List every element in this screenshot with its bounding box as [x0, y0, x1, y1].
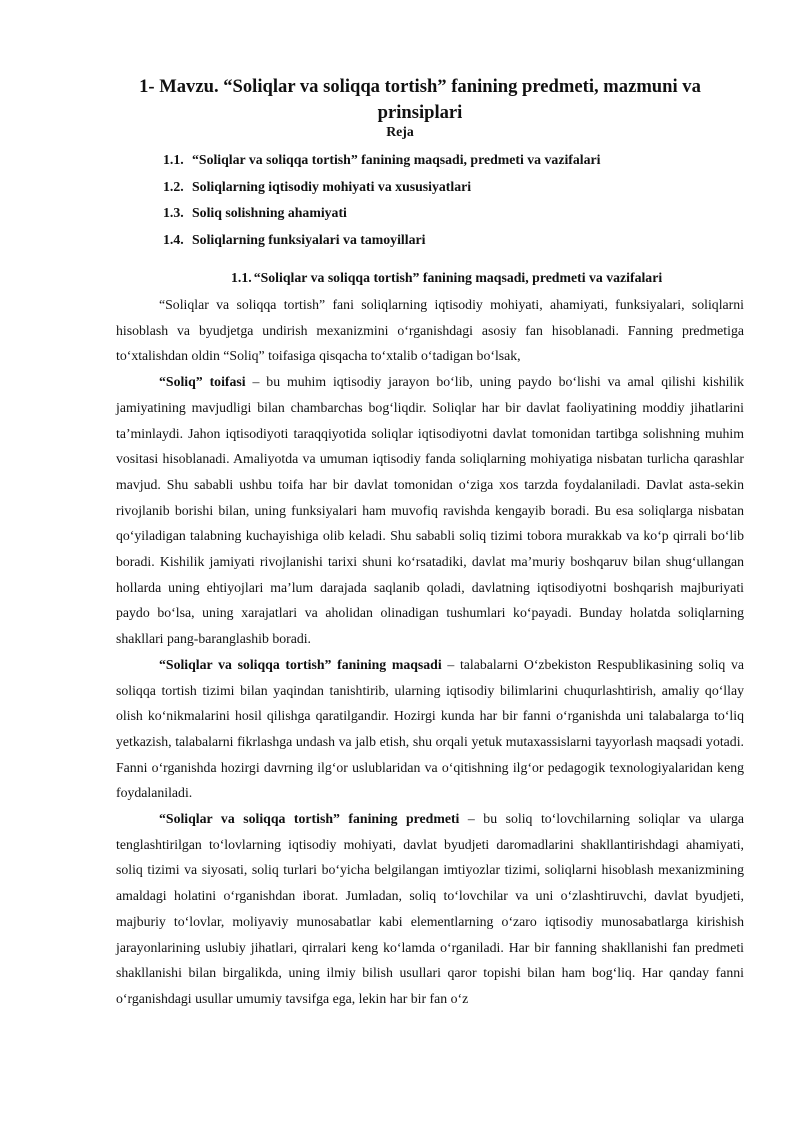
plan-item-text: “Soliqlar va soliqqa tortish” fanining maqsadi, predmeti va vazifalari: [192, 152, 601, 167]
plan-heading: Reja: [386, 124, 414, 139]
plan-item-number: 1.1.: [163, 152, 184, 167]
paragraph-lead-term: “Soliqlar va soliqqa tortish” fanining maqsadi: [159, 656, 442, 672]
plan-item-text: Soliqlarning funksiyalari va tamoyillari: [192, 231, 426, 247]
paragraph-lead-term: “Soliq” toifasi: [159, 374, 246, 390]
plan-item: [163, 177, 723, 204]
plan-item: [163, 150, 723, 177]
section-heading: [231, 270, 662, 286]
plan-list: [163, 150, 723, 256]
plan-item-text: Soliqlarning iqtisodiy mohiyati va xususiyatlari: [192, 178, 472, 194]
paragraph: [116, 369, 744, 652]
page-title: 1- Mavzu. “Soliqlar va soliqqa tortish” fanining predmeti, mazmuni va prinsiplari: [139, 76, 701, 123]
paragraph-lead-term: “Soliqlar va soliqqa tortish” fanining predmeti: [159, 811, 460, 827]
body-text: [116, 292, 744, 1012]
plan-item: [163, 230, 723, 257]
paragraph: [116, 292, 744, 369]
section-number: 1.1.: [231, 270, 252, 285]
paragraph: [116, 806, 744, 1012]
paragraph: [116, 652, 744, 806]
plan-item-number: 1.3.: [163, 205, 184, 221]
plan-item-number: 1.2.: [163, 178, 184, 194]
paragraph-text: – bu soliq to‘lovchilarning soliqlar va ularga tenglashtirilgan to‘lovlarning iqtisodiy mohiyati, davlat byudjeti daromadlarini shakllantirishdagi ahamiyati, soliq tizimi va siyosati, soliq turlari bo‘yicha belgilangan imtiyozlar tizimi, soliqlarni hisoblash mexanizmining amaldagi holatini o‘rganishdan iborat. Jumladan, soliq to‘lovchilar va uni o‘zlashtiruvchi, davlat byudjeti, majburiy to‘lovlar, moliyaviy munosabatlar kabi elementlarning o‘zaro iqtisodiy munosabatlarga kirishish jarayonlarining uslubiy jihatlari, qirralari keng ko‘lamda o‘rganiladi. Har bir fanning shakllanishi fan predmeti shakllanishi bilan birgalikda, uning ilmiy bilish usullari qaror topishi bilan ham bog‘liq. Har qanday fanni o‘rganishdagi usullar umumiy tavsifga ega, lekin har bir fan o‘z: [116, 811, 744, 1006]
plan-item-number: 1.4.: [163, 231, 184, 247]
paragraph-text: – talabalarni O‘zbekiston Respublikasining soliq va soliqqa tortish tizimi bilan yaqindan tanishtirib, ularning iqtisodiy bilimlarini chuqurlashtirish, amaliy qo‘llay olish ko‘nikmalarini hosil qilishga qaratilgandir. Hozirgi kunda har bir fanni o‘rganishda uni talabalarga to‘liq yetkazish, talabalarni fikrlashga undash va jalb etish, shu orqali yetuk mutaxassislarni tayyorlash maqsadi yotadi. Fanni o‘rganishda hozirgi davrning ilg‘or uslublaridan va o‘qitishning ilg‘or pedagogik texnologiyalaridan keng foydalaniladi.: [116, 656, 744, 801]
plan-item: [163, 203, 723, 230]
paragraph-text: “Soliqlar va soliqqa tortish” fani soliqlarning iqtisodiy mohiyati, ahamiyati, funksiyalari, soliqlarni hisoblash va byudjetga undirish mexanizmini o‘rganishdagi asosiy fan hisoblanadi. Fanning predmetiga to‘xtalishdan oldin “Soliq” toifasiga qisqacha to‘xtalib o‘tadigan bo‘lsak,: [116, 297, 744, 364]
plan-item-text: Soliq solishning ahamiyati: [192, 205, 347, 221]
paragraph-text: – bu muhim iqtisodiy jarayon bo‘lib, uning paydo bo‘lishi va amal qilishi kishilik jamiyatining mavjudligi bilan chambarchas bog‘liqdir. Soliqlar har bir davlat faoliyatining moddiy jihatlarini ta’minlaydi. Jahon iqtisodiyoti taraqqiyotida soliqlar iqtisodiyotni davlat tomonidan tartibga solishning muhim vositasi hisoblanadi. Amaliyotda va umuman iqtisodiy fanda soliqlarning mohiyatiga nisbatan turlicha qarashlar mavjud. Shu sababli ushbu toifa har bir davlat tomonidan o‘ziga xos tarzda foydalaniladi. Davlat asta-sekin rivojlanib borishi bilan, uning funksiyalari ham muvofiq ravishda kengayib boradi. Bu esa soliqlarga nisbatan qo‘yiladigan talabning kuchayishiga olib keladi. Shu sababli soliq tizimi tobora murakkab va ko‘p qirrali bo‘lib boradi. Kishilik jamiyati rivojlanishi tarixi shuni ko‘rsatadiki, davlat ma’muriy boshqaruv bilan shug‘ullangan hollarda uning ehtiyojlari ma’lum darajada saqlanib qoladi, davlatning iqtisodiyotni boshqarish majburiyati paydo bo‘lsa, uning xarajatlari va aholidan olinadigan tushumlari ko‘payadi. Bunday holatda soliqlarning shakllari pang-baranglashib boradi.: [116, 374, 745, 647]
section-title: “Soliqlar va soliqqa tortish” fanining maqsadi, predmeti va vazifalari: [253, 270, 663, 285]
